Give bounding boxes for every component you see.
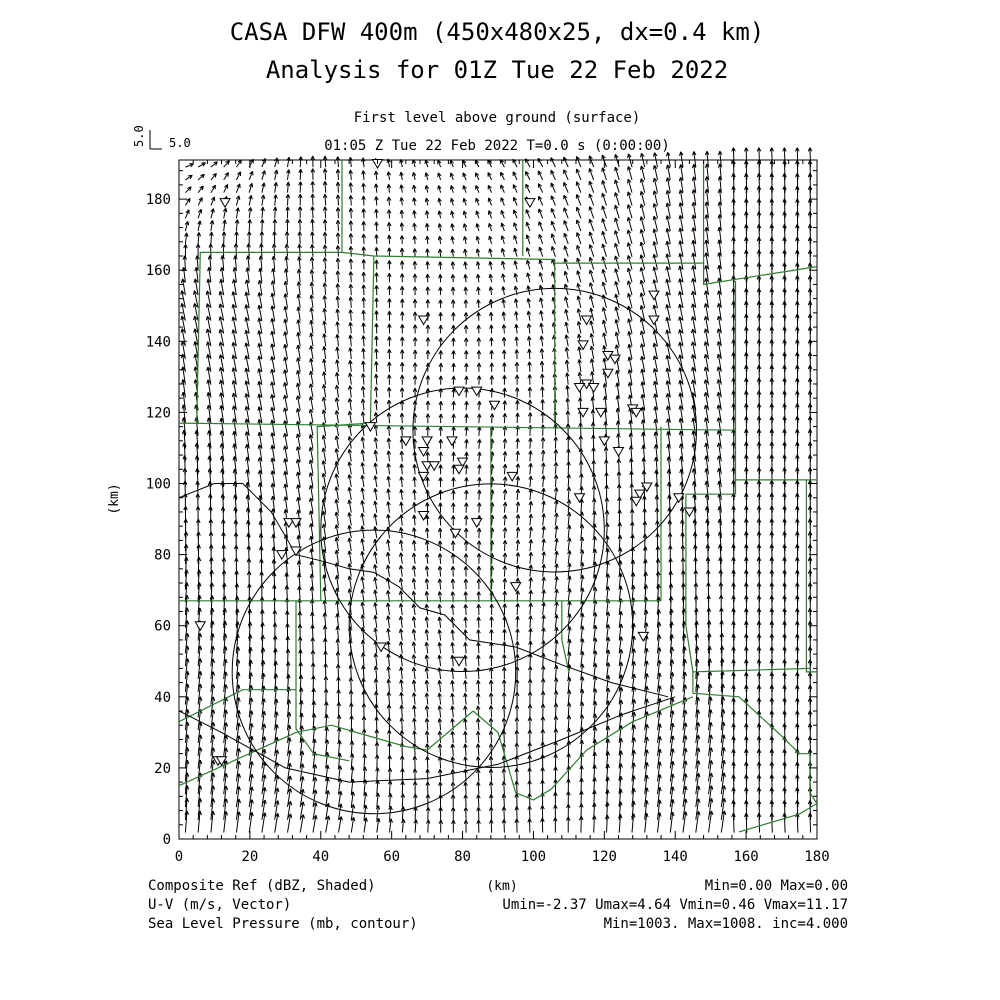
county-boundary bbox=[686, 494, 810, 672]
station-marker bbox=[429, 462, 439, 471]
station-marker bbox=[454, 387, 464, 396]
station-marker bbox=[649, 291, 659, 300]
x-tick-label: 140 bbox=[662, 849, 688, 865]
x-axis-label: (km) bbox=[486, 879, 518, 894]
x-tick-label: 20 bbox=[241, 849, 259, 865]
y-tick-label: 100 bbox=[145, 476, 171, 493]
station-marker bbox=[277, 551, 287, 560]
y-tick-label: 120 bbox=[145, 405, 171, 422]
subtitle-level: First level above ground (surface) bbox=[353, 110, 641, 126]
y-tick-label: 160 bbox=[145, 263, 171, 280]
y-tick-label: 80 bbox=[154, 547, 171, 564]
x-tick-label: 160 bbox=[733, 849, 759, 865]
plot-area bbox=[146, 148, 830, 865]
county-boundary bbox=[197, 160, 342, 423]
station-marker bbox=[525, 199, 535, 208]
reference-vector bbox=[132, 125, 191, 150]
footer-field2-name: U-V (m/s, Vector) bbox=[148, 897, 292, 913]
x-tick-label: 60 bbox=[383, 849, 401, 865]
footer-field1-stats: Min=0.00 Max=0.00 bbox=[704, 878, 848, 894]
county-boundary bbox=[473, 711, 551, 800]
station-marker bbox=[631, 497, 641, 506]
station-marker bbox=[511, 583, 521, 592]
reference-vector-vertical-label: 5.0 bbox=[132, 125, 146, 147]
station-marker bbox=[454, 465, 464, 474]
footer-field2-stats: Umin=-2.37 Umax=4.64 Vmin=0.46 Vmax=11.17 bbox=[502, 897, 848, 913]
station-marker bbox=[447, 437, 457, 446]
y-tick-label: 60 bbox=[154, 618, 171, 635]
station-marker bbox=[376, 643, 386, 652]
station-marker bbox=[596, 408, 606, 417]
station-marker bbox=[575, 384, 585, 393]
county-boundary bbox=[179, 423, 736, 430]
x-tick-label: 40 bbox=[312, 849, 330, 865]
station-marker bbox=[599, 437, 609, 446]
footer-field1-name: Composite Ref (dBZ, Shaded) bbox=[148, 878, 376, 894]
radar-range-rings bbox=[232, 288, 696, 813]
station-marker bbox=[195, 622, 205, 631]
y-tick-label: 140 bbox=[145, 334, 171, 351]
station-marker bbox=[472, 519, 482, 528]
station-marker bbox=[220, 199, 230, 208]
station-marker bbox=[419, 316, 429, 325]
station-marker bbox=[614, 448, 624, 457]
main-title-line2: Analysis for 01Z Tue 22 Feb 2022 bbox=[265, 56, 729, 84]
station-marker bbox=[450, 529, 460, 538]
reference-vector-label: 5.0 bbox=[169, 136, 191, 150]
station-marker bbox=[454, 657, 464, 666]
wind-vectors bbox=[181, 148, 812, 833]
footer-field3-name: Sea Level Pressure (mb, contour) bbox=[148, 916, 418, 932]
y-tick-label: 40 bbox=[154, 689, 171, 706]
county-boundary bbox=[562, 601, 569, 672]
x-tick-label: 0 bbox=[174, 849, 184, 865]
county-boundary bbox=[739, 804, 817, 832]
y-tick-label: 180 bbox=[145, 192, 171, 209]
x-tick-label: 120 bbox=[591, 849, 617, 865]
x-tick-label: 180 bbox=[804, 849, 830, 865]
y-axis-label: (km) bbox=[107, 483, 122, 515]
station-marker bbox=[365, 423, 375, 432]
x-tick-label: 100 bbox=[520, 849, 547, 865]
x-tick-label: 80 bbox=[454, 849, 471, 865]
footer-field3-stats: Min=1003. Max=1008. inc=4.000 bbox=[603, 916, 848, 932]
main-title-line1: CASA DFW 400m (450x480x25, dx=0.4 km) bbox=[229, 18, 765, 46]
y-tick-label: 20 bbox=[154, 760, 171, 777]
subtitle-time: 01:05 Z Tue 22 Feb 2022 T=0.0 s (0:00:00) bbox=[324, 138, 670, 154]
y-tick-label: 0 bbox=[162, 832, 171, 848]
wind-vector-field bbox=[181, 148, 812, 833]
county-boundary bbox=[686, 430, 736, 494]
station-marker bbox=[489, 401, 499, 410]
station-marker bbox=[589, 384, 599, 393]
station-marker bbox=[419, 448, 429, 457]
station-marker bbox=[422, 437, 432, 446]
